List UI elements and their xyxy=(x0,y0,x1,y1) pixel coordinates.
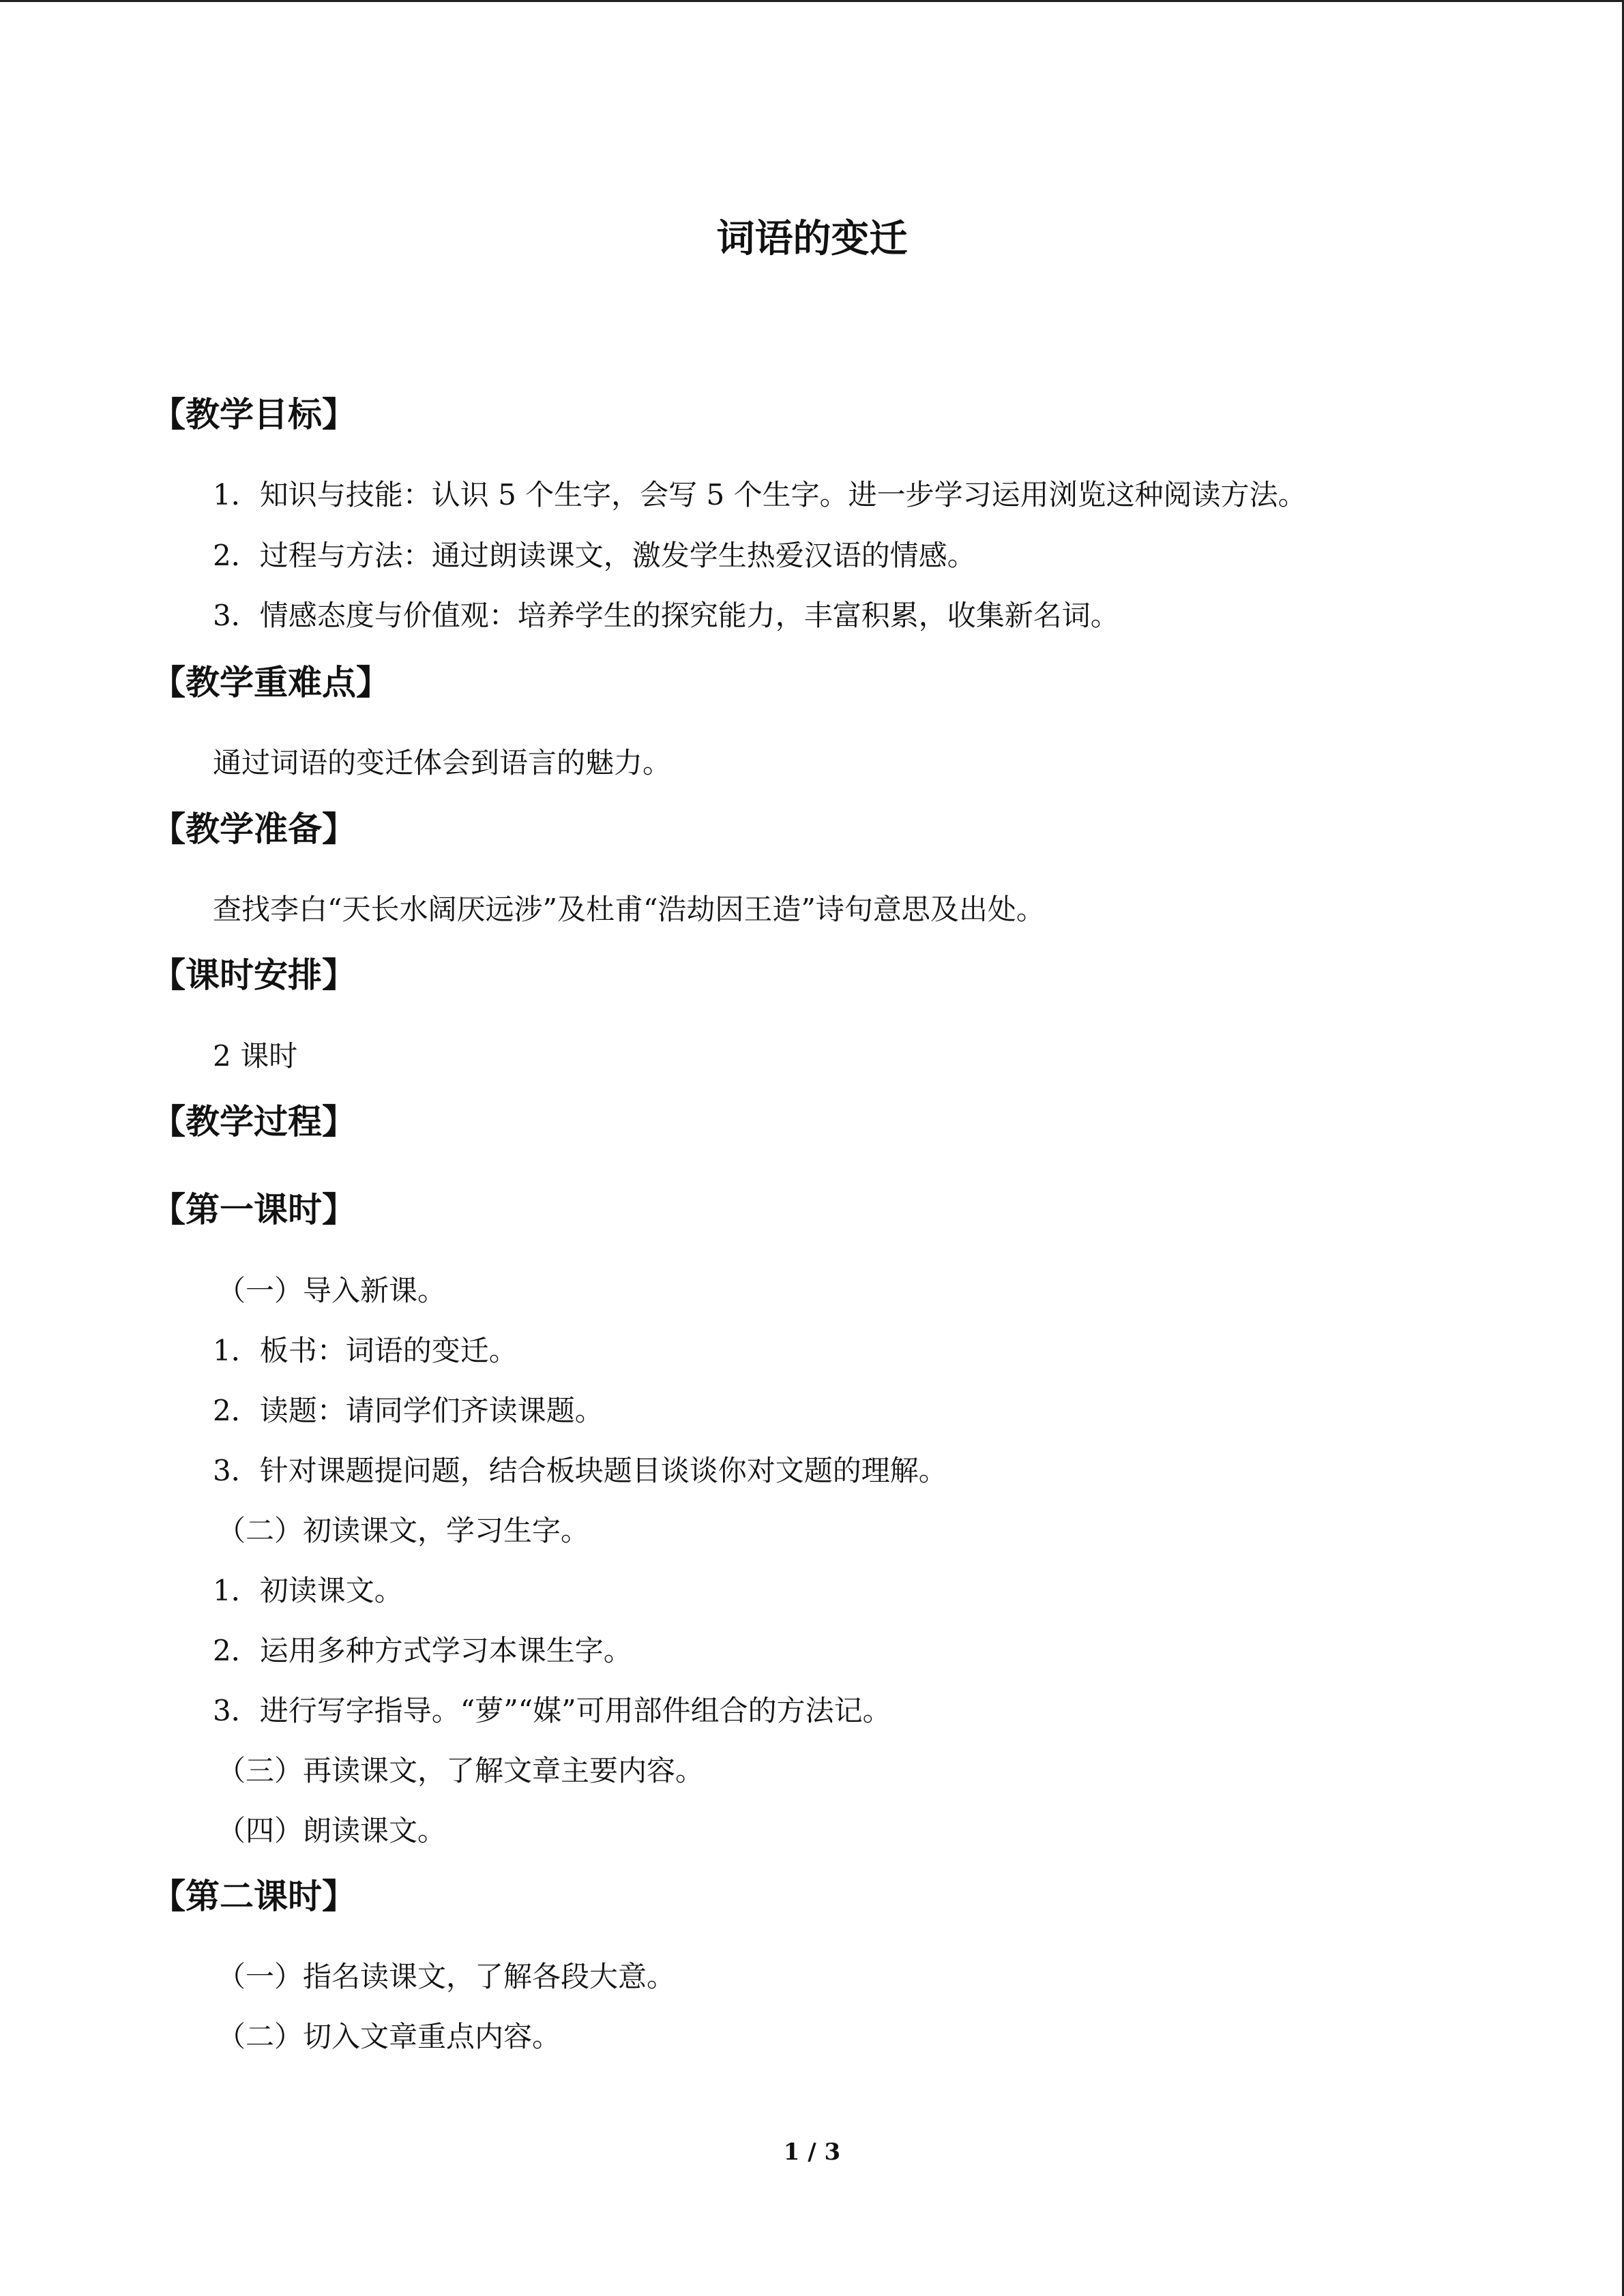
key-points-line-1: 通过词语的变迁体会到语言的魅力。 xyxy=(213,746,672,779)
heading-lesson-1: 【第一课时】 xyxy=(151,1190,356,1229)
goal-line-2: 2．过程与方法：通过朗读课文，激发学生热爱汉语的情感。 xyxy=(213,539,976,572)
heading-process: 【教学过程】 xyxy=(151,1102,356,1142)
lesson1-line-1: （一）导入新课。 xyxy=(217,1274,447,1307)
goal-line-1: 1．知识与技能：认识 5 个生字，会写 5 个生字。进一步学习运用浏览这种阅读方法。 xyxy=(213,478,1307,511)
lesson1-line-7: 2．运用多种方式学习本课生字。 xyxy=(213,1634,632,1667)
lesson2-line-1: （一）指名读课文，了解各段大意。 xyxy=(217,1960,676,1993)
goal-line-3: 3．情感态度与价值观：培养学生的探究能力，丰富积累，收集新名词。 xyxy=(213,599,1119,632)
lesson1-line-8: 3．进行写字指导。“萝”“媒”可用部件组合的方法记。 xyxy=(213,1694,891,1727)
page-number: 1 / 3 xyxy=(783,2138,841,2166)
lesson1-line-10: （四）朗读课文。 xyxy=(217,1814,447,1847)
lesson1-line-4: 3．针对课题提问题，结合板块题目谈谈你对文题的理解。 xyxy=(213,1454,947,1487)
lesson1-line-6: 1．初读课文。 xyxy=(213,1574,403,1607)
lesson1-line-3: 2．读题：请同学们齐读课题。 xyxy=(213,1394,604,1427)
lesson2-line-2: （二）切入文章重点内容。 xyxy=(217,2020,561,2053)
schedule-line-1: 2 课时 xyxy=(213,1039,298,1073)
lesson1-line-9: （三）再读课文，了解文章主要内容。 xyxy=(217,1754,705,1787)
document-title: 词语的变迁 xyxy=(716,217,908,261)
heading-preparation: 【教学准备】 xyxy=(151,809,356,849)
heading-key-points: 【教学重难点】 xyxy=(151,663,390,702)
lesson1-line-5: （二）初读课文，学习生字。 xyxy=(217,1514,590,1547)
preparation-line-1: 查找李白“天长水阔厌远涉”及杜甫“浩劫因王造”诗句意思及出处。 xyxy=(213,893,1045,926)
heading-schedule: 【课时安排】 xyxy=(151,955,356,995)
heading-teaching-goals: 【教学目标】 xyxy=(151,395,356,434)
lesson1-line-2: 1．板书：词语的变迁。 xyxy=(213,1334,518,1367)
heading-lesson-2: 【第二课时】 xyxy=(151,1877,356,1916)
